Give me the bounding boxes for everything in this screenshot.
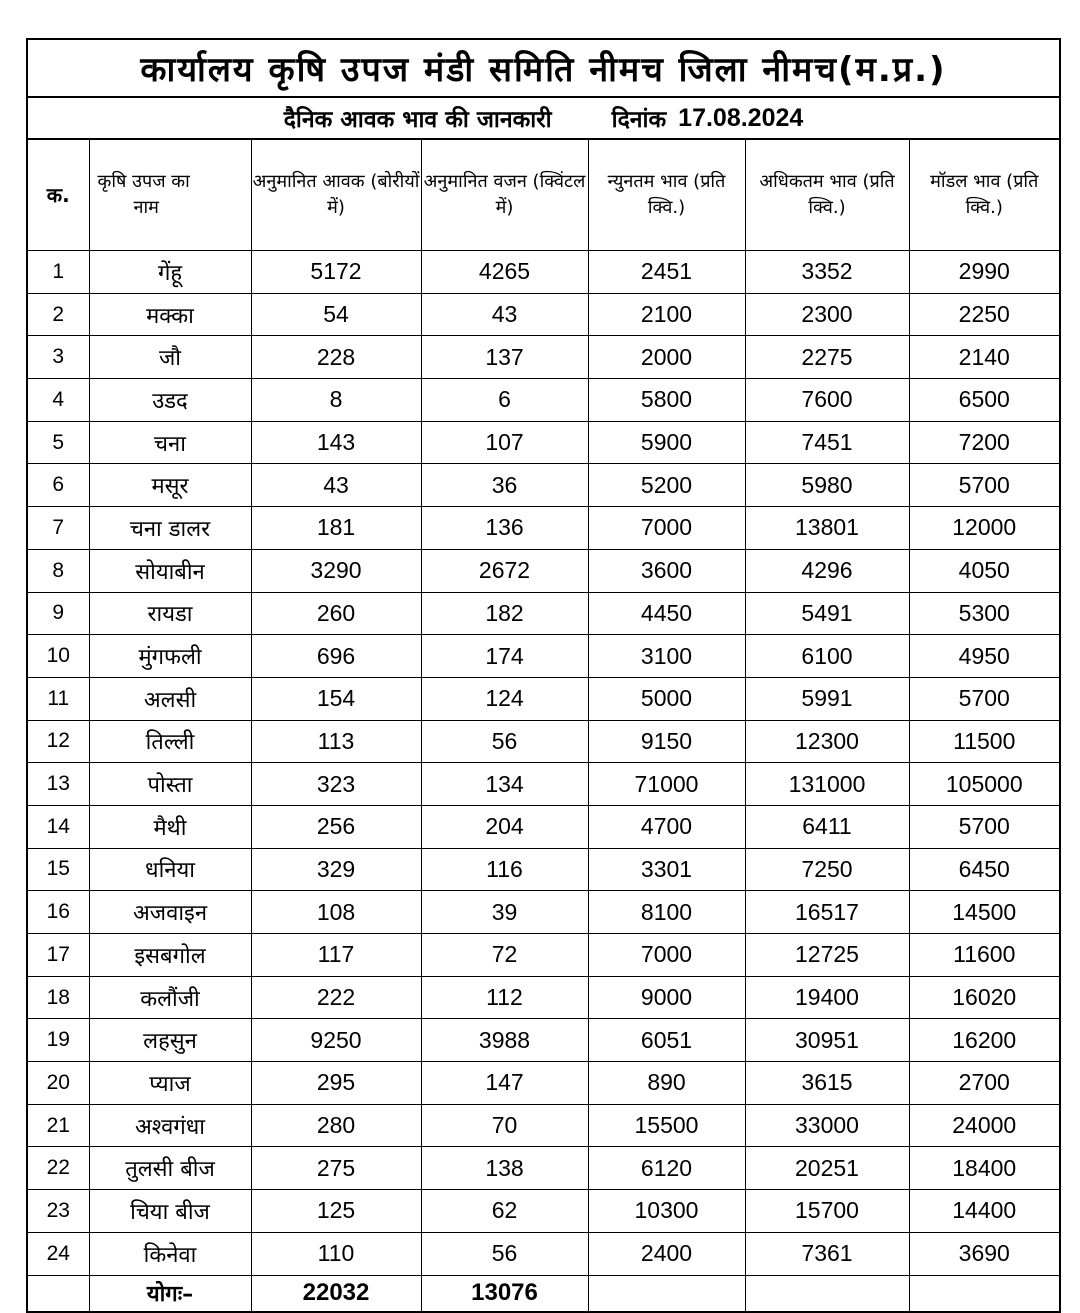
arrival-cell: 43 (251, 464, 421, 507)
serial-cell: 1 (28, 251, 89, 294)
report-subtitle (28, 98, 1059, 140)
crop-name-cell: चना (89, 421, 251, 464)
table-row (28, 934, 1059, 977)
serial-cell: 4 (28, 379, 89, 422)
weight-cell: 182 (421, 592, 588, 635)
crop-name-cell: गेंहू (89, 251, 251, 294)
weight-cell: 72 (421, 934, 588, 977)
min-price-cell: 9000 (588, 976, 745, 1019)
weight-cell: 2672 (421, 549, 588, 592)
max-price-cell: 12300 (745, 720, 909, 763)
weight-cell: 112 (421, 976, 588, 1019)
arrival-cell: 222 (251, 976, 421, 1019)
table-body (28, 251, 1059, 1276)
serial-cell: 10 (28, 635, 89, 678)
header-crop-name-line1: कृषि उपज का (97, 171, 190, 192)
crop-name-cell: जौ (89, 336, 251, 379)
weight-cell: 6 (421, 379, 588, 422)
crop-name-cell: मुंगफली (89, 635, 251, 678)
max-price-cell: 3352 (745, 251, 909, 294)
table-row (28, 1019, 1059, 1062)
arrival-cell: 329 (251, 848, 421, 891)
max-price-cell: 2300 (745, 293, 909, 336)
crop-name-cell: मसूर (89, 464, 251, 507)
crop-name-cell: लहसुन (89, 1019, 251, 1062)
max-price-cell: 5991 (745, 677, 909, 720)
max-price-cell: 16517 (745, 891, 909, 934)
crop-name-cell: इसबगोल (89, 934, 251, 977)
weight-cell: 43 (421, 293, 588, 336)
arrival-cell: 5172 (251, 251, 421, 294)
crop-name-cell: धनिया (89, 848, 251, 891)
table-row (28, 677, 1059, 720)
min-price-cell: 890 (588, 1062, 745, 1105)
max-price-cell: 2275 (745, 336, 909, 379)
max-price-cell: 5980 (745, 464, 909, 507)
total-arrival: 22032 (251, 1275, 421, 1311)
arrival-cell: 260 (251, 592, 421, 635)
serial-cell: 13 (28, 763, 89, 806)
table-row (28, 720, 1059, 763)
crop-name-cell: अश्वगंधा (89, 1104, 251, 1147)
table-row (28, 1104, 1059, 1147)
min-price-cell: 10300 (588, 1190, 745, 1233)
serial-cell: 2 (28, 293, 89, 336)
arrival-cell: 54 (251, 293, 421, 336)
table-row (28, 336, 1059, 379)
modal-price-cell: 4050 (909, 549, 1059, 592)
total-row (28, 1275, 1059, 1311)
weight-cell: 204 (421, 805, 588, 848)
min-price-cell: 3100 (588, 635, 745, 678)
modal-price-cell: 6450 (909, 848, 1059, 891)
serial-cell: 8 (28, 549, 89, 592)
crop-name-cell: चिया बीज (89, 1190, 251, 1233)
arrival-cell: 108 (251, 891, 421, 934)
weight-cell: 107 (421, 421, 588, 464)
min-price-cell: 8100 (588, 891, 745, 934)
arrival-cell: 181 (251, 507, 421, 550)
modal-price-cell: 11600 (909, 934, 1059, 977)
serial-cell: 11 (28, 677, 89, 720)
table-row (28, 464, 1059, 507)
arrival-cell: 280 (251, 1104, 421, 1147)
serial-cell: 16 (28, 891, 89, 934)
serial-cell: 6 (28, 464, 89, 507)
min-price-cell: 7000 (588, 934, 745, 977)
max-price-cell: 6100 (745, 635, 909, 678)
min-price-cell: 2000 (588, 336, 745, 379)
total-label: योगः– (89, 1275, 251, 1311)
modal-price-cell: 7200 (909, 421, 1059, 464)
max-price-cell: 131000 (745, 763, 909, 806)
weight-cell: 124 (421, 677, 588, 720)
arrival-cell: 228 (251, 336, 421, 379)
modal-price-cell: 6500 (909, 379, 1059, 422)
serial-cell: 12 (28, 720, 89, 763)
report-label: दैनिक आवक भाव की जानकारी (283, 107, 552, 133)
modal-price-cell: 3690 (909, 1232, 1059, 1275)
arrival-cell: 143 (251, 421, 421, 464)
max-price-cell: 12725 (745, 934, 909, 977)
weight-cell: 147 (421, 1062, 588, 1105)
crop-name-cell: मक्का (89, 293, 251, 336)
table-row (28, 507, 1059, 550)
max-price-cell: 33000 (745, 1104, 909, 1147)
serial-cell: 21 (28, 1104, 89, 1147)
weight-cell: 138 (421, 1147, 588, 1190)
report-date: 17.08.2024 (678, 103, 804, 132)
serial-cell: 14 (28, 805, 89, 848)
total-weight: 13076 (421, 1275, 588, 1311)
weight-cell: 4265 (421, 251, 588, 294)
min-price-cell: 15500 (588, 1104, 745, 1147)
header-weight: अनुमानित वजन (क्विंटल में) (421, 140, 588, 251)
modal-price-cell: 2700 (909, 1062, 1059, 1105)
serial-cell: 17 (28, 934, 89, 977)
serial-cell: 15 (28, 848, 89, 891)
arrival-cell: 275 (251, 1147, 421, 1190)
modal-price-cell: 12000 (909, 507, 1059, 550)
serial-cell: 5 (28, 421, 89, 464)
header-serial: क. (28, 140, 89, 251)
min-price-cell: 71000 (588, 763, 745, 806)
table-row (28, 549, 1059, 592)
min-price-cell: 2400 (588, 1232, 745, 1275)
header-arrival: अनुमानित आवक (बोरीयों में) (251, 140, 421, 251)
header-modal-price: मॉडल भाव (प्रति क्वि.) (909, 140, 1059, 251)
arrival-cell: 256 (251, 805, 421, 848)
header-max-price: अधिकतम भाव (प्रति क्वि.) (745, 140, 909, 251)
modal-price-cell: 2250 (909, 293, 1059, 336)
crop-name-cell: तिल्ली (89, 720, 251, 763)
crop-name-cell: उडद (89, 379, 251, 422)
weight-cell: 70 (421, 1104, 588, 1147)
weight-cell: 116 (421, 848, 588, 891)
arrival-cell: 8 (251, 379, 421, 422)
crop-name-cell: प्याज (89, 1062, 251, 1105)
arrival-cell: 3290 (251, 549, 421, 592)
max-price-cell: 7250 (745, 848, 909, 891)
arrival-cell: 154 (251, 677, 421, 720)
crop-name-cell: तुलसी बीज (89, 1147, 251, 1190)
arrival-cell: 113 (251, 720, 421, 763)
arrival-cell: 323 (251, 763, 421, 806)
serial-cell: 24 (28, 1232, 89, 1275)
modal-price-cell: 5700 (909, 677, 1059, 720)
max-price-cell: 13801 (745, 507, 909, 550)
rates-table (28, 140, 1059, 1311)
min-price-cell: 9150 (588, 720, 745, 763)
max-price-cell: 15700 (745, 1190, 909, 1233)
rate-report-sheet (26, 38, 1061, 1313)
min-price-cell: 6051 (588, 1019, 745, 1062)
serial-cell: 3 (28, 336, 89, 379)
weight-cell: 137 (421, 336, 588, 379)
max-price-cell: 7600 (745, 379, 909, 422)
modal-price-cell: 5700 (909, 464, 1059, 507)
modal-price-cell: 18400 (909, 1147, 1059, 1190)
table-row (28, 1190, 1059, 1233)
max-price-cell: 7361 (745, 1232, 909, 1275)
modal-price-cell: 11500 (909, 720, 1059, 763)
weight-cell: 62 (421, 1190, 588, 1233)
arrival-cell: 295 (251, 1062, 421, 1105)
arrival-cell: 125 (251, 1190, 421, 1233)
arrival-cell: 117 (251, 934, 421, 977)
min-price-cell: 5900 (588, 421, 745, 464)
crop-name-cell: रायडा (89, 592, 251, 635)
table-row (28, 763, 1059, 806)
max-price-cell: 5491 (745, 592, 909, 635)
max-price-cell: 19400 (745, 976, 909, 1019)
total-blank (909, 1275, 1059, 1311)
min-price-cell: 2451 (588, 251, 745, 294)
header-crop-name (89, 140, 251, 251)
arrival-cell: 696 (251, 635, 421, 678)
modal-price-cell: 14400 (909, 1190, 1059, 1233)
weight-cell: 3988 (421, 1019, 588, 1062)
serial-cell: 20 (28, 1062, 89, 1105)
max-price-cell: 20251 (745, 1147, 909, 1190)
max-price-cell: 30951 (745, 1019, 909, 1062)
modal-price-cell: 5700 (909, 805, 1059, 848)
table-row (28, 379, 1059, 422)
serial-cell: 7 (28, 507, 89, 550)
min-price-cell: 4450 (588, 592, 745, 635)
crop-name-cell: पोस्ता (89, 763, 251, 806)
table-row (28, 592, 1059, 635)
crop-name-cell: किनेवा (89, 1232, 251, 1275)
arrival-cell: 110 (251, 1232, 421, 1275)
max-price-cell: 6411 (745, 805, 909, 848)
weight-cell: 174 (421, 635, 588, 678)
total-blank (588, 1275, 745, 1311)
crop-name-cell: अजवाइन (89, 891, 251, 934)
weight-cell: 56 (421, 720, 588, 763)
modal-price-cell: 2990 (909, 251, 1059, 294)
serial-cell: 9 (28, 592, 89, 635)
min-price-cell: 5800 (588, 379, 745, 422)
crop-name-cell: सोयाबीन (89, 549, 251, 592)
date-label: दिनांक (611, 107, 667, 133)
table-row (28, 891, 1059, 934)
weight-cell: 56 (421, 1232, 588, 1275)
header-min-price: न्युनतम भाव (प्रति क्वि.) (588, 140, 745, 251)
weight-cell: 136 (421, 507, 588, 550)
max-price-cell: 7451 (745, 421, 909, 464)
table-row (28, 251, 1059, 294)
crop-name-cell: मैथी (89, 805, 251, 848)
weight-cell: 36 (421, 464, 588, 507)
table-row (28, 421, 1059, 464)
min-price-cell: 3301 (588, 848, 745, 891)
modal-price-cell: 5300 (909, 592, 1059, 635)
weight-cell: 134 (421, 763, 588, 806)
crop-name-cell: अलसी (89, 677, 251, 720)
modal-price-cell: 24000 (909, 1104, 1059, 1147)
modal-price-cell: 2140 (909, 336, 1059, 379)
modal-price-cell: 16020 (909, 976, 1059, 1019)
min-price-cell: 5200 (588, 464, 745, 507)
modal-price-cell: 14500 (909, 891, 1059, 934)
min-price-cell: 4700 (588, 805, 745, 848)
min-price-cell: 2100 (588, 293, 745, 336)
header-crop-name-line2: नाम (133, 197, 159, 218)
table-row (28, 848, 1059, 891)
table-row (28, 635, 1059, 678)
table-row (28, 805, 1059, 848)
serial-cell: 18 (28, 976, 89, 1019)
serial-cell: 19 (28, 1019, 89, 1062)
table-row (28, 976, 1059, 1019)
modal-price-cell: 105000 (909, 763, 1059, 806)
max-price-cell: 4296 (745, 549, 909, 592)
table-row (28, 293, 1059, 336)
table-row (28, 1147, 1059, 1190)
min-price-cell: 7000 (588, 507, 745, 550)
office-title: कार्यालय कृषि उपज मंडी समिति नीमच जिला नीमच(म.प्र.) (28, 40, 1059, 98)
crop-name-cell: कलौंजी (89, 976, 251, 1019)
min-price-cell: 3600 (588, 549, 745, 592)
max-price-cell: 3615 (745, 1062, 909, 1105)
modal-price-cell: 4950 (909, 635, 1059, 678)
weight-cell: 39 (421, 891, 588, 934)
serial-cell: 23 (28, 1190, 89, 1233)
min-price-cell: 5000 (588, 677, 745, 720)
total-blank (745, 1275, 909, 1311)
crop-name-cell: चना डालर (89, 507, 251, 550)
table-row (28, 1062, 1059, 1105)
min-price-cell: 6120 (588, 1147, 745, 1190)
total-blank (28, 1275, 89, 1311)
table-row (28, 1232, 1059, 1275)
modal-price-cell: 16200 (909, 1019, 1059, 1062)
serial-cell: 22 (28, 1147, 89, 1190)
arrival-cell: 9250 (251, 1019, 421, 1062)
header-row (28, 140, 1059, 251)
